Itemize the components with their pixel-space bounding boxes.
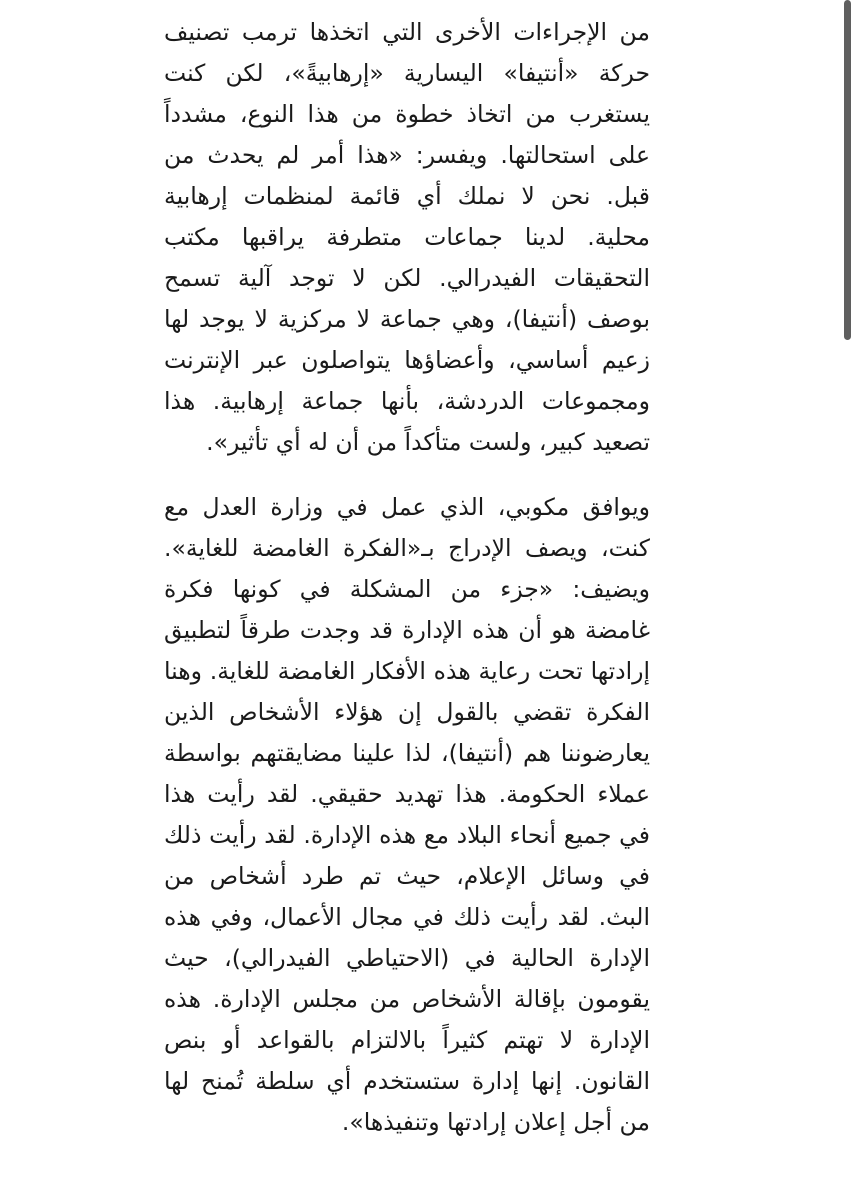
- article-paragraph-2: ويوافق مكوبي، الذي عمل في وزارة العدل مع كنت، ويصف الإدراج بـ«الفكرة الغامضة للغاية». ويضيف: «جزء من المشكلة في كونها فكرة غامضة هو أن هذه الإدارة قد وجدت طرقاً لتطبيق إرادتها تحت رعاية هذه الأفكار الغامضة للغاية. وهنا الفكرة تقضي بالقول إن هؤلاء الأشخاص الذين يعارضوننا هم (أنتيفا)، لذا علينا مضايقتهم بواسطة عملاء الحكومة. هذا تهديد حقيقي. لقد رأيت هذا في جميع أنحاء البلاد مع هذه الإدارة. لقد رأيت ذلك في وسائل الإعلام، حيث تم طرد أشخاص من البث. لقد رأيت ذلك في مجال الأعمال، وفي هذه الإدارة الحالية في (الاحتياطي الفيدرالي)، حيث يقومون بإقالة الأشخاص من مجلس الإدارة. هذه الإدارة لا تهتم كثيراً بالالتزام بالقواعد أو بنص القانون. إنها إدارة ستستخدم أي سلطة تُمنح لها من أجل إعلان إرادتها وتنفيذها».: [164, 493, 650, 1136]
- scrollbar-thumb[interactable]: [844, 0, 851, 340]
- vertical-scrollbar[interactable]: [840, 0, 854, 1200]
- article-body: [164, 12, 650, 1143]
- article-paragraph-1: من الإجراءات الأخرى التي اتخذها ترمب تصنيف حركة «أنتيفا» اليسارية «إرهابيةً»، لكن كنت يستغرب من اتخاذ خطوة من هذا النوع، مشدداً على استحالتها. ويفسر: «هذا أمر لم يحدث من قبل. نحن لا نملك أي قائمة لمنظمات إرهابية محلية. لدينا جماعات متطرفة يراقبها مكتب التحقيقات الفيدرالي. لكن لا توجد آلية تسمح بوصف (أنتيفا)، وهي جماعة لا مركزية لا يوجد لها زعيم أساسي، وأعضاؤها يتواصلون عبر الإنترنت ومجموعات الدردشة، بأنها جماعة إرهابية. هذا تصعيد كبير، ولست متأكداً من أن له أي تأثير».: [164, 18, 650, 456]
